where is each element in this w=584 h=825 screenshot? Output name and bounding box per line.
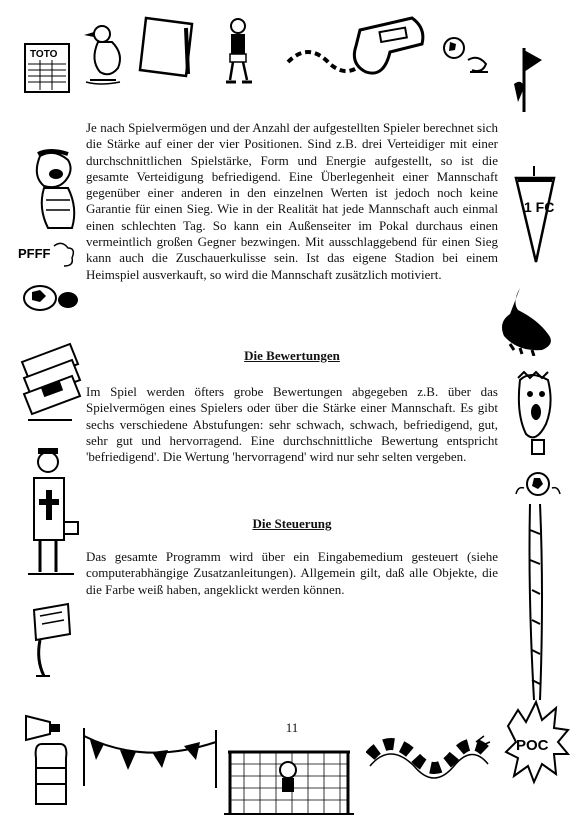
toto-sign-icon	[22, 38, 74, 98]
section-heading-bewertungen: Die Bewertungen	[244, 348, 340, 363]
goal-net-icon	[224, 740, 354, 816]
pfff-ball-icon	[14, 240, 86, 320]
toto-label: TOTO	[30, 49, 58, 60]
ball-post-icon	[510, 470, 562, 706]
stunned-face-icon	[510, 370, 562, 456]
cartoon-player-icon	[222, 16, 256, 86]
football-boot-icon	[500, 284, 566, 356]
poster-label: POC	[516, 737, 549, 754]
poc-splash-icon	[504, 696, 570, 786]
screaming-fan-icon	[26, 148, 82, 238]
referee-card-icon	[138, 14, 198, 80]
ball-kick-icon	[440, 34, 496, 78]
medic-icon	[24, 446, 84, 580]
bewertungen-paragraph: Im Spiel werden öfters grobe Bewertungen abgegeben z.B. über das Spielvermögen eines Spielers oder über die Stärke einer Mannschaft. Es gibt sechs verschiedene Abstufungen: sehr schwach, schwach, befriedigend, gut, sehr gut und hervorragend. Eine durchschnittliche Bewertung entspricht 'befriedigend'. Die Wertung 'hervorragend' wird nur sehr selten vergeben.	[86, 384, 498, 465]
section-heading-steuerung: Die Steuerung	[252, 516, 332, 531]
whistle-icon	[282, 12, 442, 84]
bird-player-icon	[80, 20, 126, 86]
intro-paragraph: Je nach Spielvermögen und der Anzahl der aufgestellten Spieler berechnet sich die Stärke auf einer der vier Positionen. Sind z.B. drei Verteidiger mit einer durchschnittlichen Spielstärke, Form und Energie aufgestellt, so ist die gesamte Verteidigung befriedigend. Eine Überlegenheit einer Mannschaft gegenüber einer anderen in den einzelnen Werten ist jedoch noch keine Garantie für einen Sieg. Wie in der Realität hat jede Mannschaft auch einmal einen schlechten Tag. So kann ein Außenseiter im Pokal durchaus einen vermeintlich großen Gegner bezwingen. Mit ausschlaggebend für einen Sieg kann auch die Zuschauerkulisse sein. Ist das eigene Stadion bei einem Heimspiel ausverkauft, so wird die Mannschaft zusätzlich motiviert.	[86, 120, 498, 282]
pennant-1fc-icon	[512, 166, 558, 266]
pennant-label: 1 FC	[524, 199, 555, 215]
steuerung-paragraph: Das gesamte Programm wird über ein Eingabemedium gesteuert (siehe computerabhängige Zusatzanleitungen). Allgemein gilt, daß alle Objekte, die die Farbe weiß haben, angeklickt werden können.	[86, 549, 498, 597]
hand-board-icon	[24, 602, 74, 682]
pfff-label: PFFF	[18, 246, 51, 261]
corner-flag-icon	[508, 44, 546, 114]
scarf-icon	[366, 732, 492, 796]
page-number: 11	[285, 720, 299, 735]
